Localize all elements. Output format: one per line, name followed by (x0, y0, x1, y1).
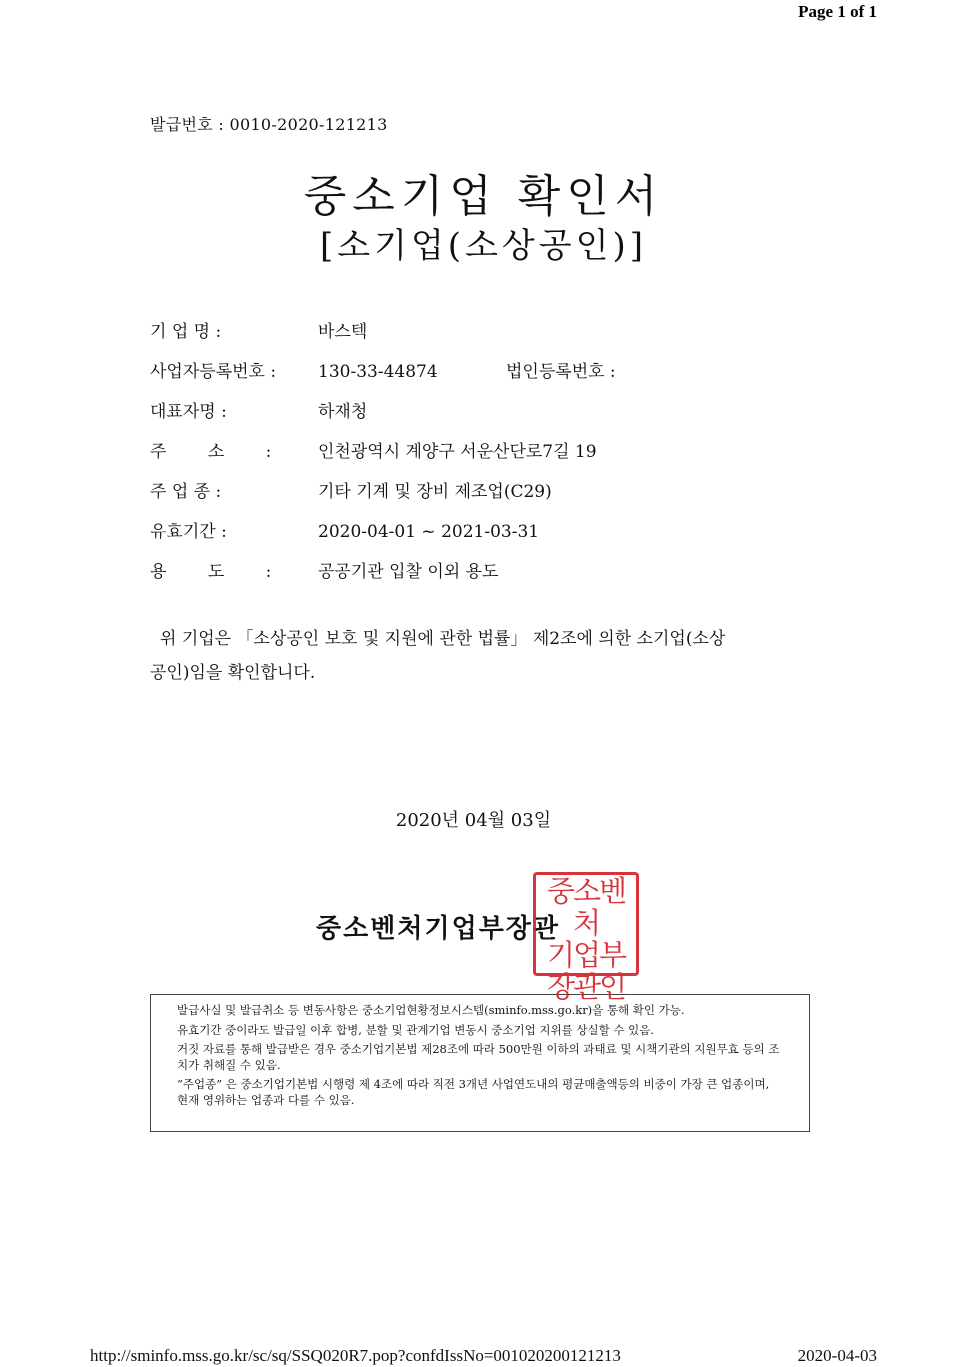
document-title: 중소기업 확인서 (303, 171, 664, 222)
page-indicator: Page 1 of 1 (798, 2, 877, 21)
validity-label: 유효기간 : (150, 522, 227, 542)
notice-item: “주업종” 은 중소기업기본법 시행령 제 4조에 따라 직전 3개년 사업연도내의 평균매출액등의 비중이 가장 큰 업종이며, 현재 영위하는 업종과 다를 수 있음. (177, 1077, 770, 1107)
corporate-reg-label: 법인등록번호 : (506, 362, 616, 382)
address-value: 인천광역시 계양구 서운산단로7길 19 (318, 442, 597, 462)
notice-item: 유효기간 중이라도 발급일 이후 합병, 분할 및 관계기업 변동시 중소기업 지위를 상실할 수 있음. (177, 1022, 654, 1037)
business-reg-value: 130-33-44874 (318, 362, 438, 382)
purpose-value: 공공기관 입찰 이외 용도 (318, 562, 499, 582)
company-name-label: 기 업 명 : (150, 322, 222, 342)
footer-url: http://sminfo.mss.go.kr/sc/sq/SSQ020R7.pop?confdIssNo=001020200121213 (90, 1346, 621, 1365)
notice-item: 발급사실 및 발급취소 등 변동사항은 중소기업현황정보시스템(sminfo.mss.go.kr)을 통해 확인 가능. (177, 1003, 685, 1017)
notice-item: 거짓 자료를 통해 발급받은 경우 중소기업기본법 제28조에 따라 500만원 이하의 과태료 및 시책기관의 지원무효 등의 조치가 취해질 수 있음. (177, 1042, 780, 1072)
address-label: 주 소 : (150, 442, 272, 462)
main-industry-value: 기타 기계 및 장비 제조업(C29) (318, 482, 552, 502)
confirmation-statement (150, 622, 820, 690)
seal-line-2: 기업부 (546, 938, 626, 972)
seal-line-1: 중소벤처 (546, 874, 626, 940)
main-industry-label: 주 업 종 : (150, 482, 222, 502)
notice-box (150, 994, 810, 1132)
purpose-label: 용 도 : (150, 562, 272, 582)
issuer-name: 중소벤처기업부장관 (316, 914, 561, 944)
representative-value: 하재청 (318, 402, 368, 422)
seal-line-3: 장관인 (546, 970, 626, 1004)
document-subtitle: [소기업(소상공인)] (320, 226, 647, 266)
company-name-value: 바스텍 (318, 322, 368, 342)
statement-line-2: 공인)임을 확인합니다. (150, 663, 316, 683)
issue-date: 2020년 04월 03일 (395, 810, 552, 831)
validity-value: 2020-04-01 ~ 2021-03-31 (318, 522, 540, 542)
representative-label: 대표자명 : (150, 402, 227, 422)
official-seal (533, 872, 639, 1004)
footer-date: 2020-04-03 (797, 1346, 877, 1365)
business-reg-label: 사업자등록번호 : (150, 362, 277, 382)
statement-line-1: 위 기업은 「소상공인 보호 및 지원에 관한 법률」 제2조에 의한 소기업(소상 (160, 629, 726, 649)
issue-number: 발급번호 : 0010-2020-121213 (150, 115, 388, 134)
